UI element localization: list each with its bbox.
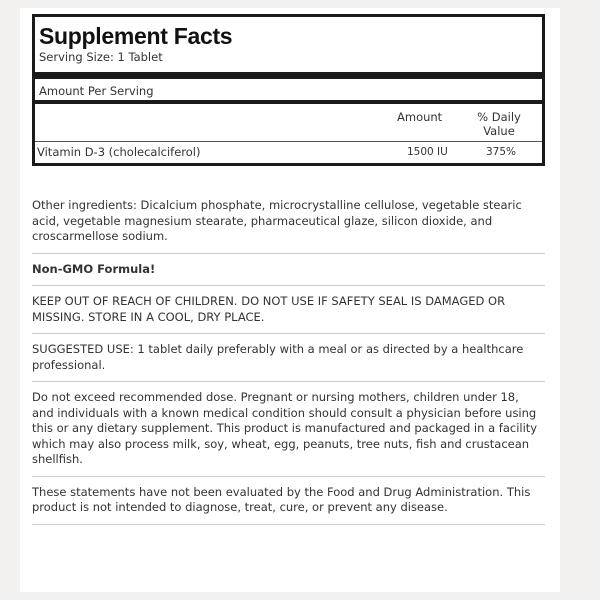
nutrient-amount: 1500 IU (407, 146, 448, 158)
amount-per-serving: Amount Per Serving (35, 79, 542, 104)
column-header-amount: Amount (397, 110, 443, 124)
facts-row-vitamin-d3 (35, 142, 542, 163)
column-header-daily-value: % Daily Value (477, 110, 521, 138)
other-ingredients: Other ingredients: Dicalcium phosphate, microcrystalline cellulose, vegetable stearic acid, vegetable magnesium stearate, pharmaceutical glaze, silicon dioxide, and croscarmellose sodium. (32, 198, 545, 254)
nutrient-daily-value: 375% (486, 146, 517, 158)
facts-header (35, 17, 542, 79)
safety-warning: KEEP OUT OF REACH OF CHILDREN. DO NOT USE IF SAFETY SEAL IS DAMAGED OR MISSING. STORE IN A COOL, DRY PLACE. (32, 286, 545, 334)
suggested-use: SUGGESTED USE: 1 tablet daily preferably with a meal or as directed by a healthcare professional. (32, 334, 545, 382)
supplement-facts-panel (32, 14, 545, 166)
serving-size: Serving Size: 1 Tablet (39, 50, 163, 64)
non-gmo-statement: Non-GMO Formula! (32, 254, 545, 287)
facts-title: Supplement Facts (39, 23, 233, 49)
dose-warning: Do not exceed recommended dose. Pregnant or nursing mothers, children under 18, and individuals with a known medical condition should consult a physician before using this or any dietary supplement. This product is manufactured and packaged in a facility which may also process milk, soy, wheat, egg, peanuts, tree nuts, fish and crustacean shellfish. (32, 382, 545, 477)
label-notes (32, 198, 545, 525)
nutrient-name: Vitamin D-3 (cholecalciferol) (37, 145, 201, 159)
facts-column-headers (35, 104, 542, 142)
label-sheet (20, 8, 560, 592)
fda-disclaimer: These statements have not been evaluated by the Food and Drug Administration. This product is not intended to diagnose, treat, cure, or prevent any disease. (32, 477, 545, 525)
